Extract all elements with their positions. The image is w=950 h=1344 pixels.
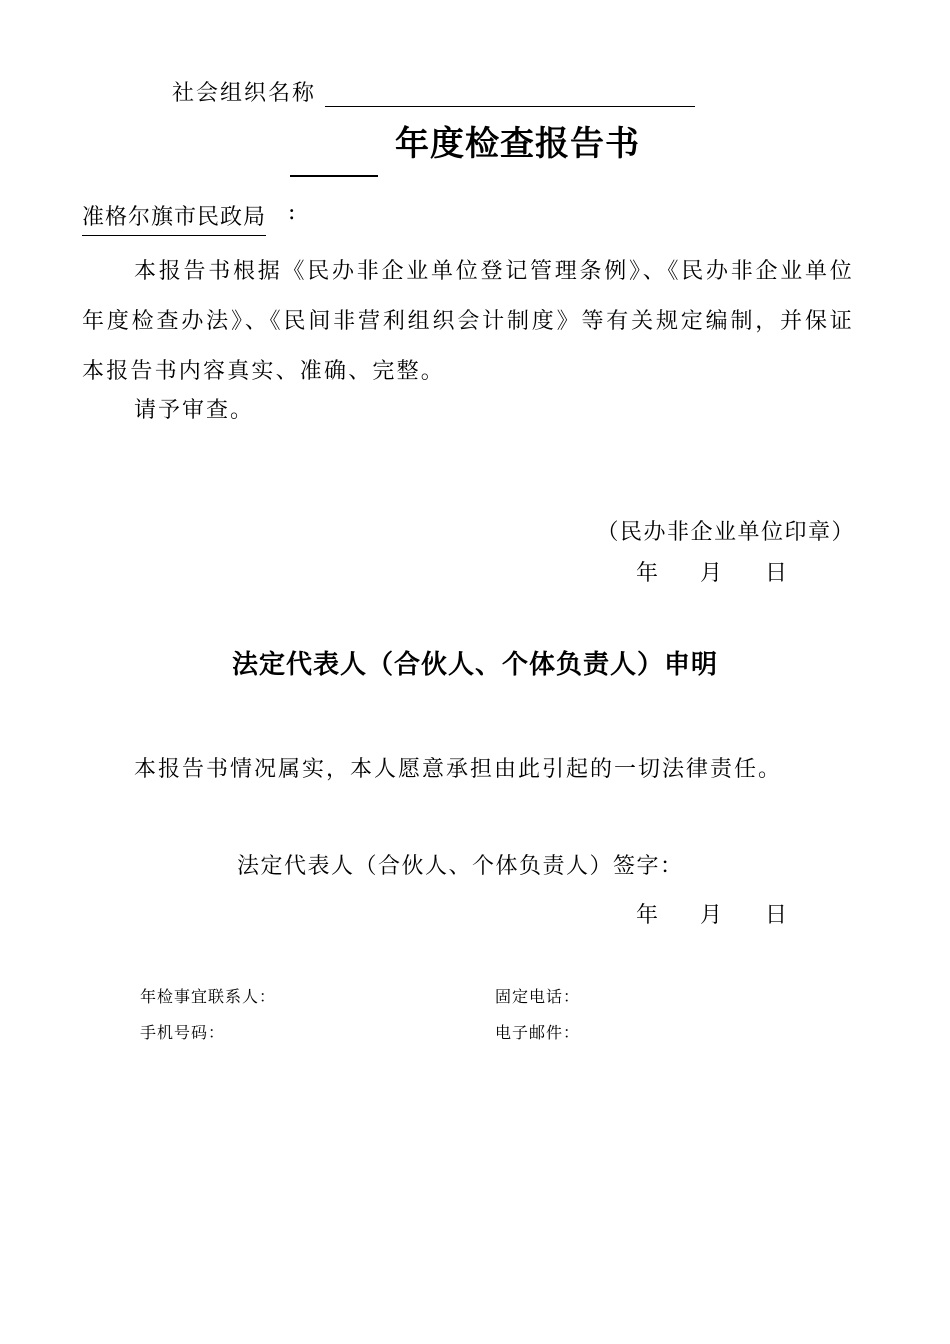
- page-title: 年度检查报告书: [395, 124, 640, 164]
- report-date-year: 年: [636, 561, 659, 586]
- report-date: [0, 556, 950, 586]
- signature-date-year: 年: [636, 903, 659, 928]
- declaration-body: 本报告书情况属实，本人愿意承担由此引起的一切法律责任。: [134, 757, 783, 782]
- report-date-month: 月: [700, 561, 723, 586]
- report-date-day: 日: [765, 561, 788, 586]
- addressee-colon: :: [288, 200, 296, 225]
- landline-label: 固定电话：: [495, 987, 581, 1006]
- signature-date-day: 日: [765, 903, 788, 928]
- signature-label: 法定代表人（合伙人、个体负责人）签字：: [237, 854, 684, 879]
- declaration-title: 法定代表人（合伙人、个体负责人）申明: [231, 650, 718, 680]
- request-review-text: 请予审查。: [134, 398, 255, 423]
- title-underline-rule: [290, 175, 378, 177]
- addressee: 准格尔旗市民政局: [82, 200, 266, 236]
- report-statement-paragraph: 本报告书根据《民办非企业单位登记管理条例》、《民办非企业单位年度检查办法》、《民间非营利组织会计制度》等有关规定编制，并保证本报告书内容真实、准确、完整。: [82, 259, 854, 384]
- seal-placeholder: （民办非企业单位印章）: [596, 520, 855, 545]
- signature-date-month: 月: [700, 903, 723, 928]
- org-name-field-line: [325, 106, 695, 107]
- org-name-label: 社会组织名称: [172, 81, 317, 106]
- email-label: 电子邮件：: [495, 1023, 581, 1042]
- contact-person-label: 年检事宜联系人：: [140, 987, 277, 1006]
- mobile-label: 手机号码：: [140, 1023, 226, 1042]
- signature-date: [0, 898, 950, 928]
